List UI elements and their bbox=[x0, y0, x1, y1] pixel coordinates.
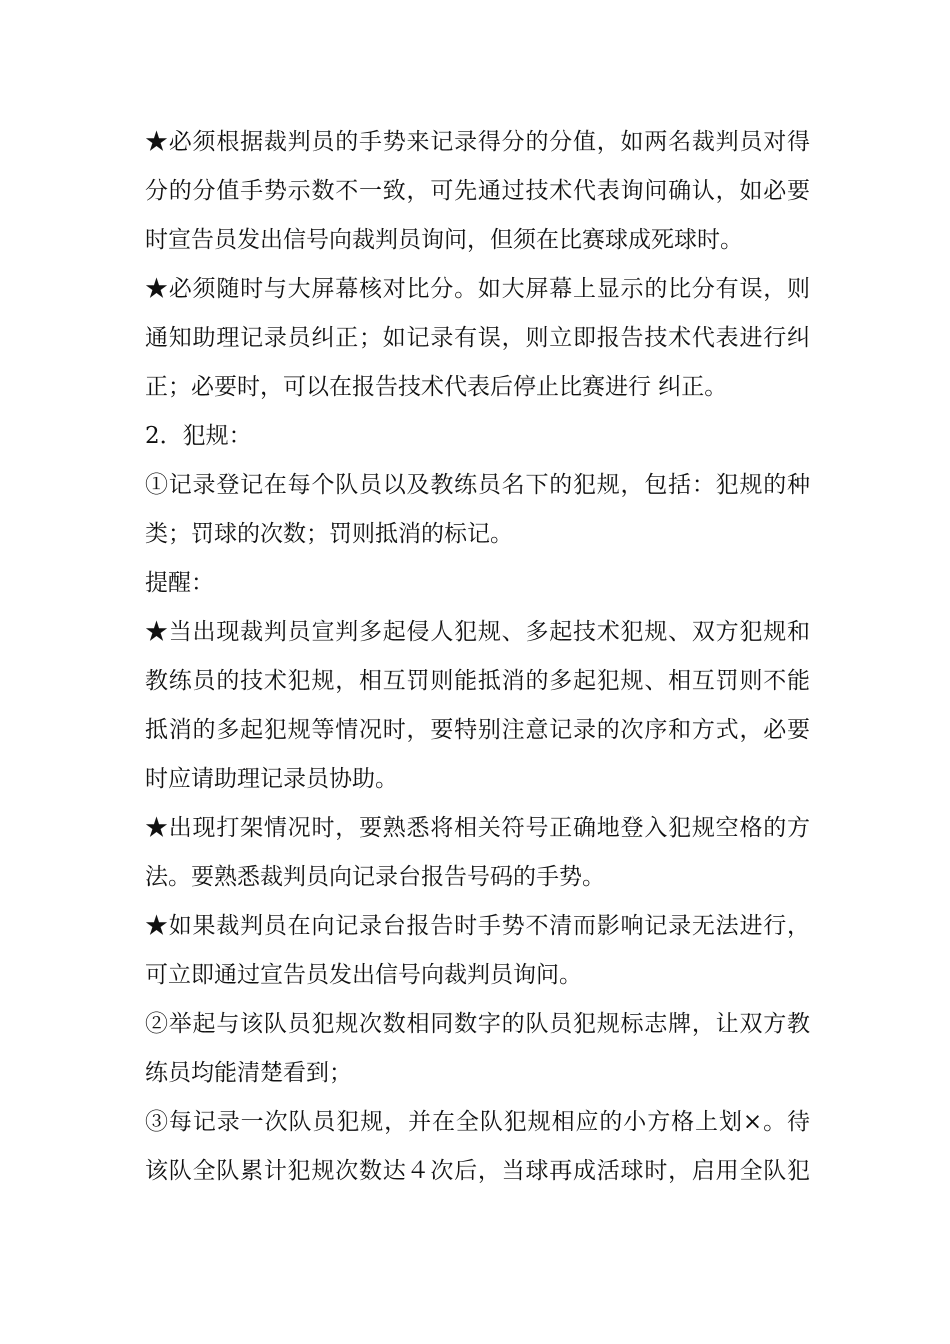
text-line: 时宣告员发出信号向裁判员询问，但须在比赛球成死球时。 bbox=[145, 227, 743, 253]
text-line: 类；罚球的次数；罚则抵消的标记。 bbox=[145, 521, 513, 547]
text-line: ③每记录一次队员犯规，并在全队犯规相应的小方格上划×。待 bbox=[145, 1109, 810, 1135]
text-line: ★必须随时与大屏幕核对比分。如大屏幕上显示的比分有误，则 bbox=[145, 276, 810, 302]
document-page bbox=[145, 118, 810, 1196]
reminder-heading: 提醒： bbox=[145, 570, 214, 596]
text-line: 该队全队累计犯规次数达４次后，当球再成活球时，启用全队犯 bbox=[145, 1158, 810, 1184]
text-line: 时应请助理记录员协助。 bbox=[145, 766, 398, 792]
text-line: ①记录登记在每个队员以及教练员名下的犯规，包括：犯规的种 bbox=[145, 472, 810, 498]
text-line: 教练员的技术犯规，相互罚则能抵消的多起犯规、相互罚则不能 bbox=[145, 668, 810, 694]
text-line: 正；必要时，可以在报告技术代表后停止比赛进行 纠正。 bbox=[145, 374, 728, 400]
section-heading: 2．犯规： bbox=[145, 423, 252, 449]
text-line: ★必须根据裁判员的手势来记录得分的分值，如两名裁判员对得 bbox=[145, 129, 810, 155]
text-line: 法。要熟悉裁判员向记录台报告号码的手势。 bbox=[145, 864, 605, 890]
text-line: 可立即通过宣告员发出信号向裁判员询问。 bbox=[145, 962, 582, 988]
text-line: ★出现打架情况时，要熟悉将相关符号正确地登入犯规空格的方 bbox=[145, 815, 810, 841]
text-line: ②举起与该队员犯规次数相同数字的队员犯规标志牌，让双方教 bbox=[145, 1011, 810, 1037]
text-line: 分的分值手势示数不一致，可先通过技术代表询问确认，如必要 bbox=[145, 178, 810, 204]
text-line: ★如果裁判员在向记录台报告时手势不清而影响记录无法进行， bbox=[145, 913, 810, 939]
text-line: 抵消的多起犯规等情况时，要特别注意记录的次序和方式，必要 bbox=[145, 717, 810, 743]
text-line: 通知助理记录员纠正；如记录有误，则立即报告技术代表进行纠 bbox=[145, 325, 810, 351]
text-line: 练员均能清楚看到； bbox=[145, 1060, 352, 1086]
text-line: ★当出现裁判员宣判多起侵人犯规、多起技术犯规、双方犯规和 bbox=[145, 619, 810, 645]
